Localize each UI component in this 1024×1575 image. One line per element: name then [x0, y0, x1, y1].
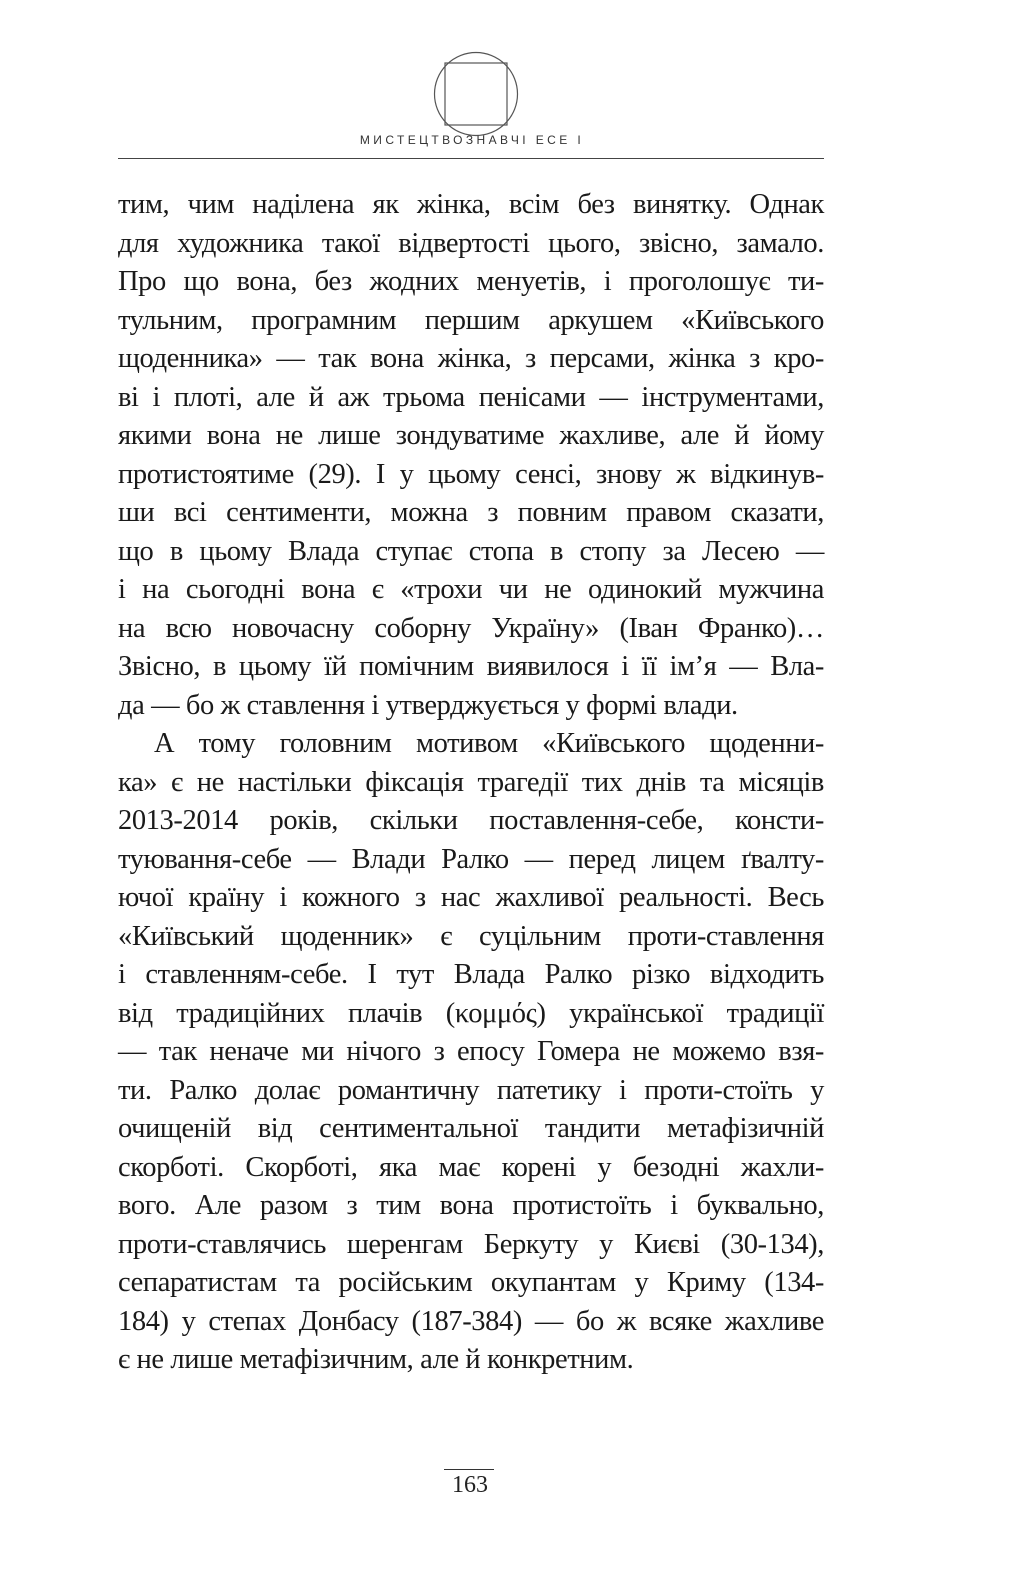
- text-line: від традиційних плачів (κομμός) української традиції: [118, 997, 824, 1029]
- text-line: 184) у степах Донбасу (187-384) — бо ж всяке жахливе: [118, 1305, 824, 1337]
- text-line: да — бо ж ставлення і утверджується у формі влади.: [118, 689, 738, 721]
- text-line: що в цьому Влада ступає стопа в стопу за Лесею —: [118, 535, 824, 567]
- text-line: і на сьогодні вона є «трохи чи не одинокий мужчина: [118, 574, 824, 605]
- text-line: вого. Але разом з тим вона протистоїть і буквально,: [118, 1190, 824, 1221]
- text-line: щоденника» — так вона жінка, з персами, жінка з кро-: [118, 343, 824, 374]
- text-line: ши всі сентименти, можна з повним правом сказати,: [118, 497, 824, 528]
- text-line: туювання-себе — Влади Ралко — перед лицем ґвалту-: [118, 843, 824, 875]
- body-text: [118, 186, 824, 1380]
- circle-square-emblem-icon: [432, 50, 520, 138]
- text-line: Про що вона, без жодних менуетів, і проголошує ти-: [118, 266, 824, 297]
- text-line: сепаратистам та російським окупантам у Криму (134-: [118, 1267, 824, 1298]
- text-line: 2013-2014 років, скільки поставлення-себе, консти-: [118, 805, 824, 836]
- text-line: ючої країну і кожного з нас жахливої реальності. Весь: [118, 882, 824, 913]
- text-line: «Київський щоденник» є суцільним проти-ставлення: [118, 920, 824, 952]
- text-line: скорботі. Скорботі, яка має корені у безодні жахли-: [118, 1151, 824, 1183]
- text-line: тим, чим наділена як жінка, всім без винятку. Однак: [118, 189, 824, 220]
- page-number: 163: [452, 1472, 488, 1498]
- paragraph-first-line: А тому головним мотивом «Київського щоденни-: [154, 728, 824, 759]
- text-line: протистоятиме (29). І у цьому сенсі, знову ж відкинув-: [118, 458, 824, 490]
- text-line: і ставленням-себе. І тут Влада Ралко різко відходить: [118, 959, 824, 990]
- text-line: ка» є не настільки фіксація трагедії тих днів та місяців: [118, 766, 824, 798]
- text-line: очищеній від сентиментальної тандити метафізичній: [118, 1113, 824, 1144]
- running-header-title: МИСТЕЦТВОЗНАВЧІ ЕСЕ І: [359, 133, 585, 147]
- text-line: Звісно, в цьому їй помічним виявилося і її ім’я — Вла-: [118, 651, 824, 682]
- text-line: ві і плоті, але й аж трьома пенісами — інструментами,: [118, 381, 824, 413]
- text-line: для художника такої відвертості цього, звісно, замало.: [118, 227, 824, 259]
- text-line: ти. Ралко долає романтичну патетику і проти-стоїть у: [118, 1074, 824, 1106]
- page-number-rule: [444, 1469, 494, 1470]
- text-line: якими вона не лише зондуватиме жахливе, але й йому: [118, 420, 824, 451]
- text-line: — так неначе ми нічого з епосу Гомера не можемо взя-: [118, 1036, 824, 1067]
- text-line: проти-ставлячись шеренгам Беркуту у Києві (30-134),: [118, 1228, 824, 1260]
- text-line: є не лише метафізичним, але й конкретним.: [118, 1344, 634, 1375]
- text-line: тульним, програмним першим аркушем «Київського: [118, 304, 824, 336]
- header-rule: [118, 158, 824, 159]
- text-line: на всю новочасну соборну Україну» (Іван Франко)…: [118, 612, 824, 644]
